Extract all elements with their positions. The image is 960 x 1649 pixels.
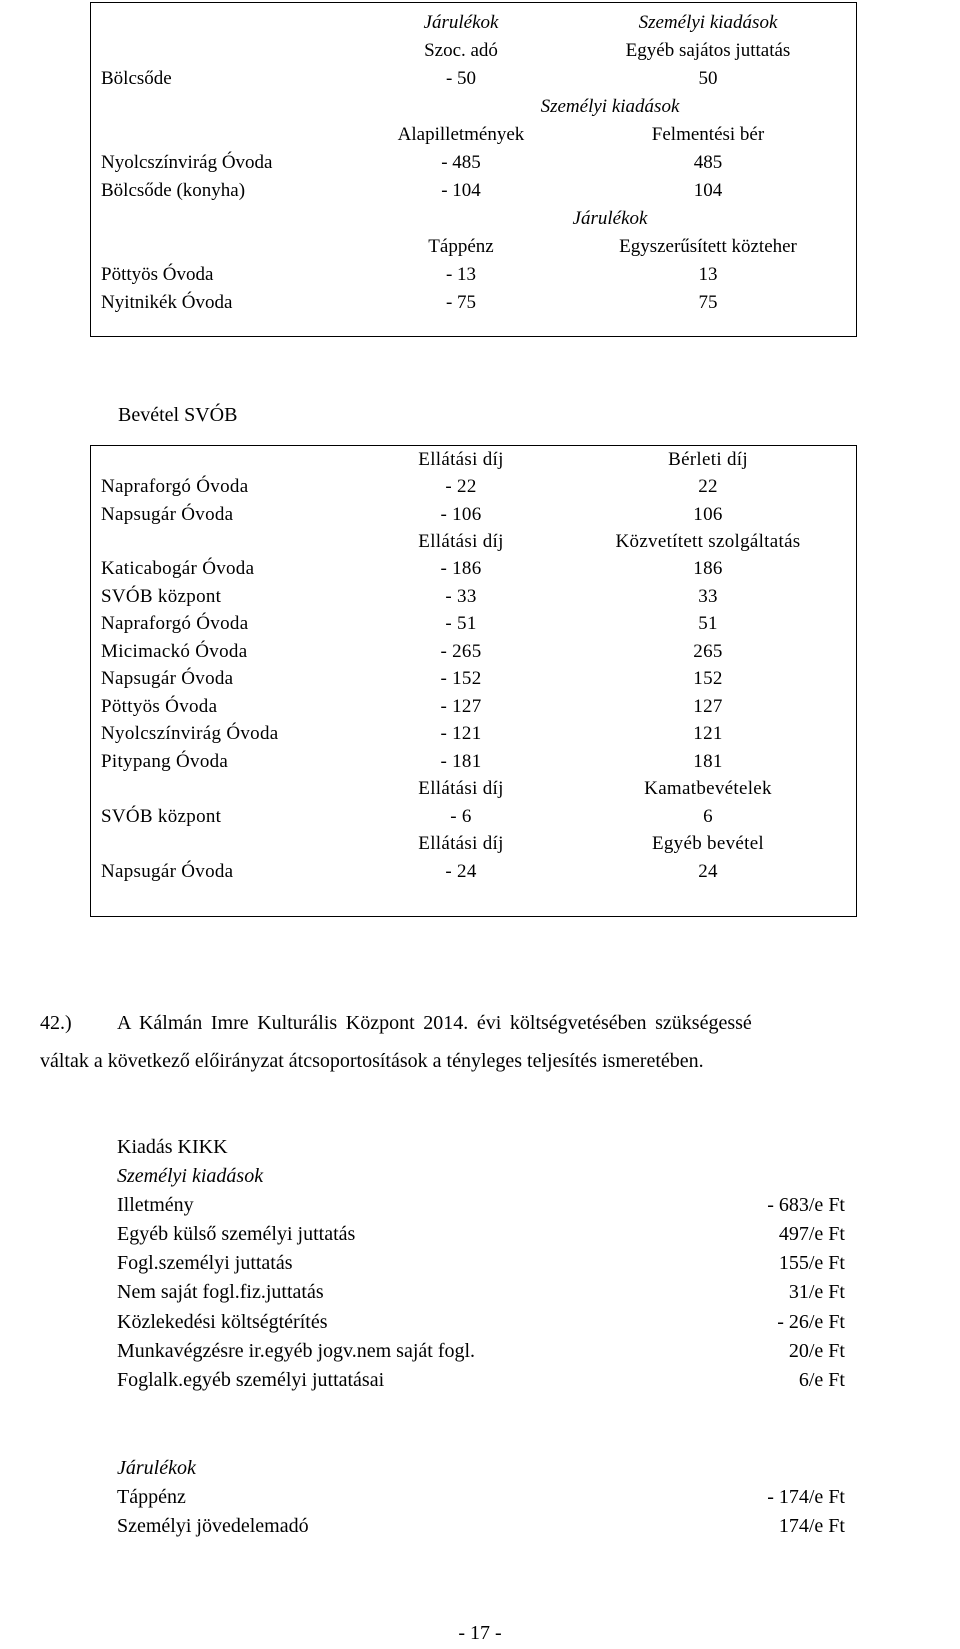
row-label: Pöttyös Óvoda [101, 696, 218, 717]
row-label: Bölcsőde [101, 68, 172, 89]
value-cell: 127 [693, 696, 723, 717]
table-row [91, 638, 856, 666]
column-header: Ellátási díj [418, 531, 504, 552]
column-header: Járulékok [423, 12, 499, 33]
table-row [91, 149, 856, 177]
section-title-bevetel-svob: Bevétel SVÓB [118, 404, 238, 426]
table-header-row [91, 446, 856, 474]
expense-label: Munkavégzésre ir.egyéb jogv.nem saját fogl. [117, 1340, 476, 1362]
table-personal-expenses [90, 2, 857, 337]
column-header: Szoc. adó [424, 40, 498, 61]
expense-label: Személyi jövedelemadó [117, 1515, 309, 1537]
value-cell: - 6 [450, 806, 472, 827]
value-cell: 51 [698, 613, 718, 634]
row-label: Bölcsőde (konyha) [101, 180, 246, 201]
table-header-row [91, 9, 856, 37]
value-cell: - 485 [441, 152, 481, 173]
table-row [91, 858, 856, 886]
table-header-row [91, 528, 856, 556]
table-row [91, 473, 856, 501]
row-label: Napraforgó Óvoda [101, 613, 249, 634]
row-label: SVÓB központ [101, 586, 222, 607]
row-label: Napsugár Óvoda [101, 504, 234, 525]
table-row [91, 501, 856, 529]
table-header-row [91, 830, 856, 858]
expense-label: Közlekedési költségtérítés [117, 1311, 328, 1333]
row-label: Pöttyös Óvoda [101, 264, 214, 285]
kikk-subtitle-jarulekok: Járulékok [117, 1457, 196, 1479]
expense-label: Egyéb külső személyi juttatás [117, 1223, 356, 1245]
value-cell: - 104 [441, 180, 481, 201]
column-header: Személyi kiadások [540, 96, 680, 117]
column-header: Táppénz [428, 236, 494, 257]
row-label: Napsugár Óvoda [101, 668, 234, 689]
column-header: Bérleti díj [668, 449, 748, 470]
column-header: Egyszerűsített közteher [619, 236, 797, 257]
value-cell: 22 [698, 476, 718, 497]
value-cell: - 33 [445, 586, 477, 607]
table-row [91, 177, 856, 205]
value-cell: - 22 [445, 476, 477, 497]
value-cell: - 152 [440, 668, 482, 689]
value-cell: - 121 [440, 723, 482, 744]
row-label: Katicabogár Óvoda [101, 558, 255, 579]
table-header-row [91, 233, 856, 261]
value-cell: - 265 [440, 641, 482, 662]
value-cell: - 51 [445, 613, 477, 634]
column-header: Személyi kiadások [638, 12, 778, 33]
value-cell: 106 [693, 504, 723, 525]
value-cell: - 106 [440, 504, 482, 525]
value-cell: - 13 [445, 264, 477, 285]
table-row [91, 748, 856, 776]
expense-label: Táppénz [117, 1486, 186, 1508]
column-header: Felmentési bér [651, 124, 765, 145]
table-row [91, 720, 856, 748]
expense-amount: 174/e Ft [778, 1515, 845, 1537]
table-header-row [91, 93, 856, 121]
value-cell: 104 [693, 180, 723, 201]
row-label: Micimackó Óvoda [101, 641, 248, 662]
page-number: - 17 - [458, 1622, 502, 1644]
value-cell: 50 [698, 68, 718, 89]
table-header-row [91, 37, 856, 65]
table-header-row [91, 205, 856, 233]
paragraph-number: 42.) [40, 1012, 72, 1034]
row-label: Nyolcszínvirág Óvoda [101, 152, 273, 173]
value-cell: 152 [693, 668, 723, 689]
expense-amount: - 174/e Ft [767, 1486, 845, 1508]
table-bevetel-svob [90, 445, 857, 917]
value-cell: - 181 [440, 751, 482, 772]
table-header-row [91, 121, 856, 149]
expense-amount: 497/e Ft [778, 1223, 845, 1245]
value-cell: 13 [698, 264, 718, 285]
column-header: Ellátási díj [418, 833, 504, 854]
value-cell: 181 [693, 751, 723, 772]
column-header: Járulékok [572, 208, 648, 229]
value-cell: - 186 [440, 558, 482, 579]
column-header: Egyéb sajátos juttatás [625, 40, 791, 61]
table-header-row [91, 775, 856, 803]
column-header: Ellátási díj [418, 449, 504, 470]
value-cell: - 127 [440, 696, 482, 717]
column-header: Alapilletmények [397, 124, 525, 145]
expense-label: Foglalk.egyéb személyi juttatásai [117, 1369, 385, 1391]
value-cell: 121 [693, 723, 723, 744]
paragraph-line-2: váltak a következő előirányzat átcsoportosítások a tényleges teljesítés ismeretében. [40, 1050, 704, 1072]
row-label: SVÓB központ [101, 806, 222, 827]
value-cell: 33 [698, 586, 718, 607]
table-row [91, 555, 856, 583]
row-label: Napsugár Óvoda [101, 861, 234, 882]
table-row [91, 803, 856, 831]
expense-amount: 155/e Ft [778, 1252, 845, 1274]
expense-amount: - 683/e Ft [767, 1194, 845, 1216]
kikk-title: Kiadás KIKK [117, 1136, 228, 1158]
paragraph-line-1: A Kálmán Imre Kulturális Központ 2014. évi költségvetésében szükségessé [117, 1012, 752, 1034]
column-header: Közvetített szolgáltatás [615, 531, 801, 552]
value-cell: 75 [698, 292, 718, 313]
table-row [91, 289, 856, 317]
table-row [91, 693, 856, 721]
value-cell: - 50 [445, 68, 477, 89]
value-cell: - 24 [445, 861, 477, 882]
value-cell: - 75 [445, 292, 477, 313]
expense-label: Nem saját fogl.fiz.juttatás [117, 1281, 324, 1303]
table-row [91, 261, 856, 289]
kikk-subtitle: Személyi kiadások [117, 1165, 264, 1187]
value-cell: 24 [698, 861, 718, 882]
table-row [91, 583, 856, 611]
expense-label: Fogl.személyi juttatás [117, 1252, 293, 1274]
expense-amount: - 26/e Ft [777, 1311, 845, 1333]
table-row [91, 610, 856, 638]
column-header: Egyéb bevétel [651, 833, 765, 854]
table-row [91, 665, 856, 693]
value-cell: 265 [693, 641, 723, 662]
column-header: Kamatbevételek [644, 778, 772, 799]
expense-label: Illetmény [117, 1194, 194, 1216]
row-label: Pitypang Óvoda [101, 751, 229, 772]
expense-amount: 6/e Ft [798, 1369, 845, 1391]
row-label: Nyolcszínvirág Óvoda [101, 723, 279, 744]
value-cell: 6 [703, 806, 713, 827]
value-cell: 186 [693, 558, 723, 579]
row-label: Napraforgó Óvoda [101, 476, 249, 497]
table-row [91, 65, 856, 93]
expense-amount: 20/e Ft [788, 1340, 845, 1362]
row-label: Nyitnikék Óvoda [101, 292, 233, 313]
column-header: Ellátási díj [418, 778, 504, 799]
value-cell: 485 [693, 152, 723, 173]
expense-amount: 31/e Ft [788, 1281, 845, 1303]
